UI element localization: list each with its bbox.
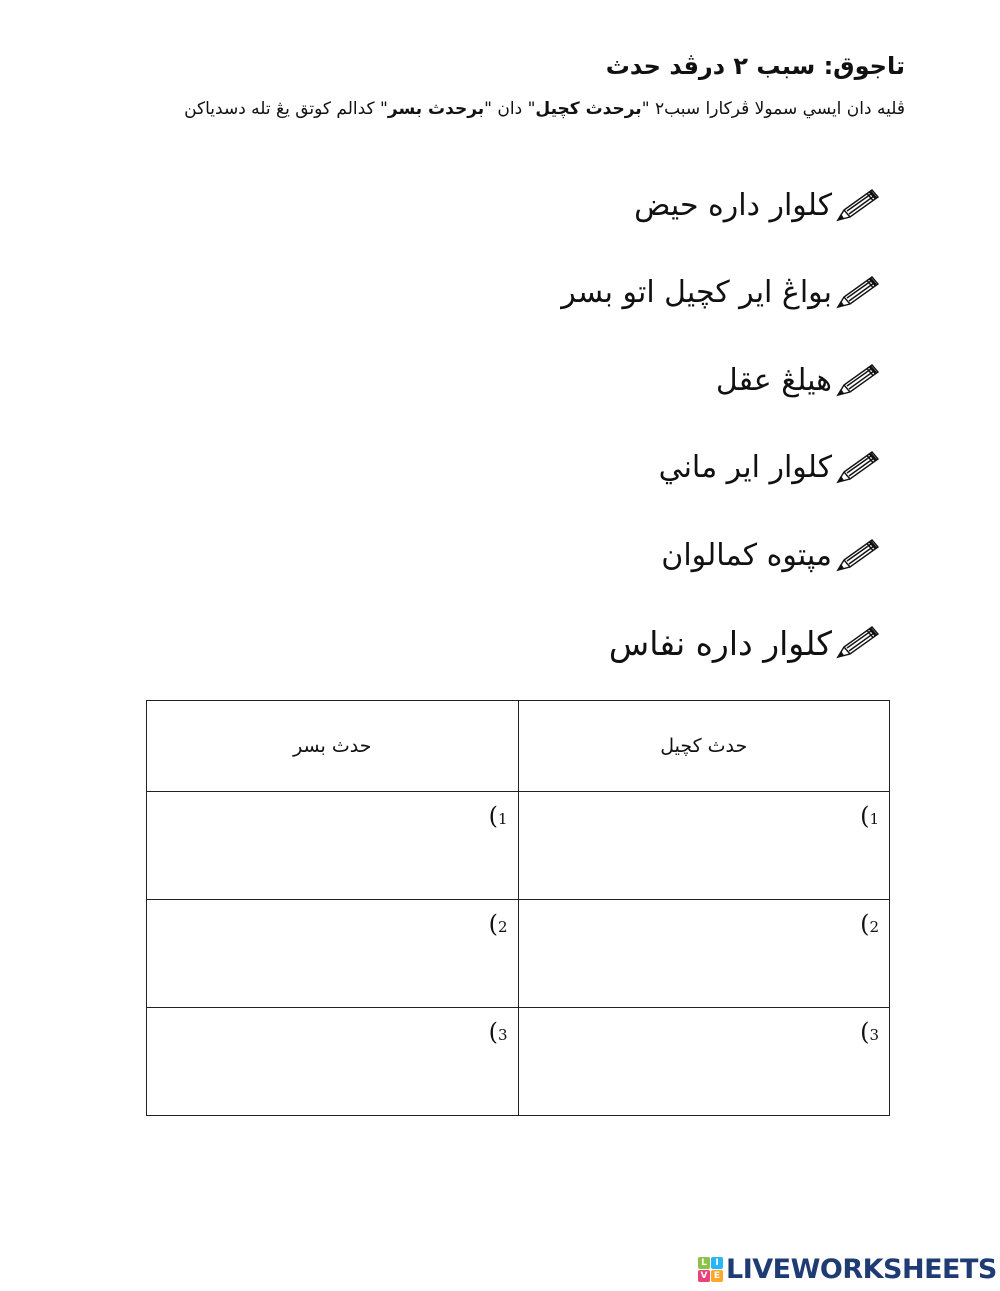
header-hadas-besar: حدث بسر bbox=[147, 701, 519, 792]
pencil-icon bbox=[834, 186, 882, 226]
list-item[interactable] bbox=[382, 512, 882, 600]
table-row bbox=[147, 1008, 890, 1116]
answer-cell-besar-2[interactable] bbox=[147, 900, 519, 1008]
table-header-row bbox=[147, 701, 890, 792]
worksheet-instruction bbox=[184, 99, 905, 119]
item-number: (1 bbox=[488, 802, 508, 830]
list-item[interactable] bbox=[382, 337, 882, 425]
list-item[interactable] bbox=[382, 250, 882, 338]
live-logo-icon bbox=[698, 1257, 723, 1282]
list-item[interactable] bbox=[382, 425, 882, 513]
logo-letter-l: L bbox=[698, 1257, 710, 1269]
item-number: (3 bbox=[488, 1018, 508, 1046]
item-list bbox=[382, 162, 882, 687]
logo-letter-i: I bbox=[711, 1257, 723, 1269]
instruction-text-2: " دان " bbox=[484, 99, 536, 119]
header-hadas-kecil: حدث كچيل bbox=[518, 701, 890, 792]
list-item[interactable] bbox=[382, 600, 882, 688]
item-number: (2 bbox=[860, 910, 879, 938]
answer-cell-besar-1[interactable] bbox=[147, 792, 519, 900]
item-label: كلوار داره حيض bbox=[634, 187, 832, 223]
item-number: (1 bbox=[860, 802, 879, 830]
pencil-icon bbox=[834, 273, 882, 313]
item-number: (3 bbox=[860, 1018, 879, 1046]
table-row bbox=[147, 792, 890, 900]
logo-letter-e: E bbox=[711, 1270, 723, 1282]
table-row bbox=[147, 900, 890, 1008]
pencil-icon bbox=[834, 623, 882, 663]
item-label: كلوار اير ماني bbox=[658, 450, 832, 486]
item-label: هيلڠ عقل bbox=[715, 362, 832, 398]
list-item[interactable] bbox=[382, 162, 882, 250]
answer-cell-kecil-1[interactable] bbox=[518, 792, 890, 900]
answer-cell-kecil-3[interactable] bbox=[518, 1008, 890, 1116]
item-label: كلوار داره نفاس bbox=[608, 623, 832, 663]
instruction-text-3: " كدالم كوتق يڠ تله دسدياكن bbox=[184, 99, 388, 119]
pencil-icon bbox=[834, 536, 882, 576]
instruction-text-1: ڤليه دان ايسي سمولا ڤركارا سبب٢ " bbox=[641, 99, 905, 119]
worksheet-title: تاجوق: سبب ٢ درڤد حدث bbox=[605, 52, 905, 80]
answer-cell-besar-3[interactable] bbox=[147, 1008, 519, 1116]
item-label: بواڠ اير كچيل اتو بسر bbox=[561, 275, 832, 311]
item-label: مپتوه كمالوان bbox=[661, 537, 832, 573]
pencil-icon bbox=[834, 448, 882, 488]
instruction-keyword-big: برحدث بسر bbox=[387, 99, 485, 119]
brand-wordmark: LIVEWORKSHEETS bbox=[726, 1253, 997, 1285]
answer-cell-kecil-2[interactable] bbox=[518, 900, 890, 1008]
item-number: (2 bbox=[488, 910, 508, 938]
instruction-keyword-small: برحدث كچيل bbox=[535, 99, 642, 119]
pencil-icon bbox=[834, 361, 882, 401]
answer-table bbox=[146, 700, 890, 1116]
logo-letter-v: V bbox=[698, 1270, 710, 1282]
liveworksheets-brand bbox=[698, 1254, 997, 1284]
